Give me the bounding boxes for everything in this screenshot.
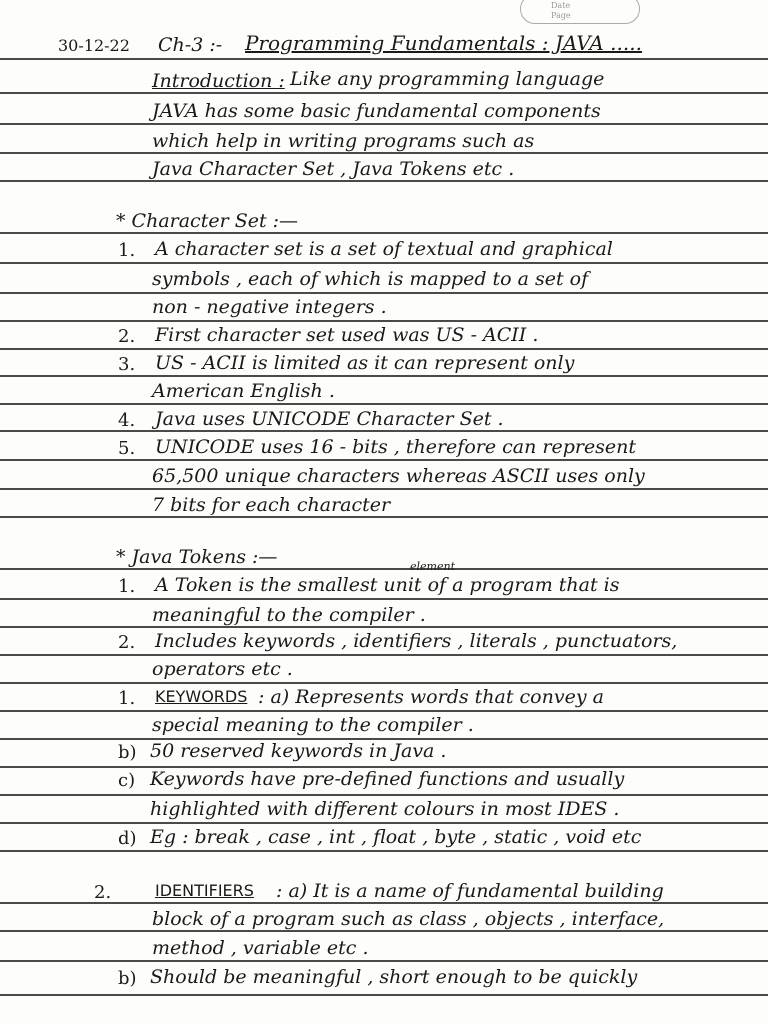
keywords-subitem-text: Eg : break , case , int , float , byte , static , void etc: [150, 826, 642, 848]
ruled-line: [0, 58, 768, 60]
keywords-text: special meaning to the compiler .: [152, 714, 474, 736]
page-title: Programming Fundamentals : JAVA .....: [245, 31, 642, 55]
ruled-line: [0, 850, 768, 852]
ruled-line: [0, 292, 768, 294]
identifiers-text: method , variable etc .: [152, 937, 369, 959]
tokens-heading: * Java Tokens :—: [116, 546, 278, 568]
ruled-line: [0, 794, 768, 796]
keywords-number: 1.: [118, 688, 136, 709]
ruled-line: [0, 403, 768, 405]
charset-item-text: non - negative integers .: [152, 296, 387, 318]
tokens-item-text: meaningful to the compiler .: [152, 604, 426, 626]
charset-item-number: 4.: [118, 410, 136, 431]
identifiers-subitem-label: b): [118, 968, 137, 989]
tokens-item-text: Includes keywords , identifiers , literals , punctuators,: [155, 630, 678, 652]
tokens-item-text: operators etc .: [152, 658, 293, 680]
charset-item-text: Java uses UNICODE Character Set .: [155, 408, 504, 430]
ruled-line: [0, 960, 768, 962]
charset-item-text: A character set is a set of textual and graphical: [155, 238, 613, 260]
stamp-date-label: Date: [551, 1, 571, 10]
ruled-line: [0, 822, 768, 824]
keywords-title: KEYWORDS: [155, 687, 248, 706]
keywords-subitem-text: Keywords have pre-defined functions and usually: [150, 768, 625, 790]
charset-item-text: 65,500 unique characters whereas ASCII uses only: [152, 465, 645, 487]
ruled-line: [0, 568, 768, 570]
ruled-line: [0, 180, 768, 182]
date-page-stamp: [520, 0, 640, 24]
charset-item-text: symbols , each of which is mapped to a set of: [152, 268, 589, 290]
intro-line: Java Character Set , Java Tokens etc .: [152, 158, 515, 180]
keywords-text: : a) Represents words that convey a: [258, 686, 604, 708]
charset-item-text: American English .: [152, 380, 335, 402]
intro-label: Introduction :: [152, 70, 285, 92]
ruled-line: [0, 930, 768, 932]
ruled-line: [0, 516, 768, 518]
ruled-line: [0, 682, 768, 684]
ruled-line: [0, 92, 768, 94]
ruled-line: [0, 902, 768, 904]
ruled-line: [0, 654, 768, 656]
charset-item-number: 3.: [118, 354, 136, 375]
stamp-page-label: Page: [551, 11, 571, 20]
ruled-line: [0, 994, 768, 996]
keywords-subitem-text: 50 reserved keywords in Java .: [150, 740, 447, 762]
ruled-line: [0, 320, 768, 322]
identifiers-title: IDENTIFIERS: [155, 881, 254, 900]
charset-heading: * Character Set :—: [116, 210, 299, 232]
charset-item-text: First character set used was US - ACII .: [155, 324, 539, 346]
ruled-line: [0, 459, 768, 461]
charset-item-text: US - ACII is limited as it can represent only: [155, 352, 575, 374]
ruled-line: [0, 430, 768, 432]
identifiers-number: 2.: [94, 882, 112, 903]
charset-item-number: 2.: [118, 326, 136, 347]
ruled-line: [0, 710, 768, 712]
insertion-note: element: [410, 560, 455, 573]
intro-line: Like any programming language: [290, 68, 605, 90]
keywords-subitem-label: b): [118, 742, 137, 763]
ruled-line: [0, 626, 768, 628]
keywords-subitem-text: highlighted with different colours in most IDES .: [150, 798, 620, 820]
ruled-line: [0, 262, 768, 264]
intro-line: JAVA has some basic fundamental components: [152, 100, 601, 122]
note-date: 30-12-22: [58, 36, 130, 55]
ruled-line: [0, 488, 768, 490]
tokens-item-number: 1.: [118, 576, 136, 597]
ruled-line: [0, 598, 768, 600]
ruled-line: [0, 232, 768, 234]
ruled-line: [0, 348, 768, 350]
identifiers-subitem-text: Should be meaningful , short enough to be quickly: [150, 966, 638, 988]
charset-item-text: UNICODE uses 16 - bits , therefore can represent: [155, 436, 637, 458]
tokens-item-number: 2.: [118, 632, 136, 653]
ruled-line: [0, 152, 768, 154]
charset-item-number: 1.: [118, 240, 136, 261]
ruled-line: [0, 123, 768, 125]
identifiers-text: block of a program such as class , objects , interface,: [152, 908, 665, 930]
keywords-subitem-label: c): [118, 770, 136, 791]
identifiers-text: : a) It is a name of fundamental building: [276, 880, 664, 902]
keywords-subitem-label: d): [118, 828, 137, 849]
charset-item-text: 7 bits for each character: [152, 494, 391, 516]
ruled-line: [0, 375, 768, 377]
intro-line: which help in writing programs such as: [152, 130, 535, 152]
tokens-item-text: A Token is the smallest unit of a program that is: [155, 574, 620, 596]
charset-item-number: 5.: [118, 438, 136, 459]
chapter-number: Ch-3 :-: [158, 34, 223, 56]
